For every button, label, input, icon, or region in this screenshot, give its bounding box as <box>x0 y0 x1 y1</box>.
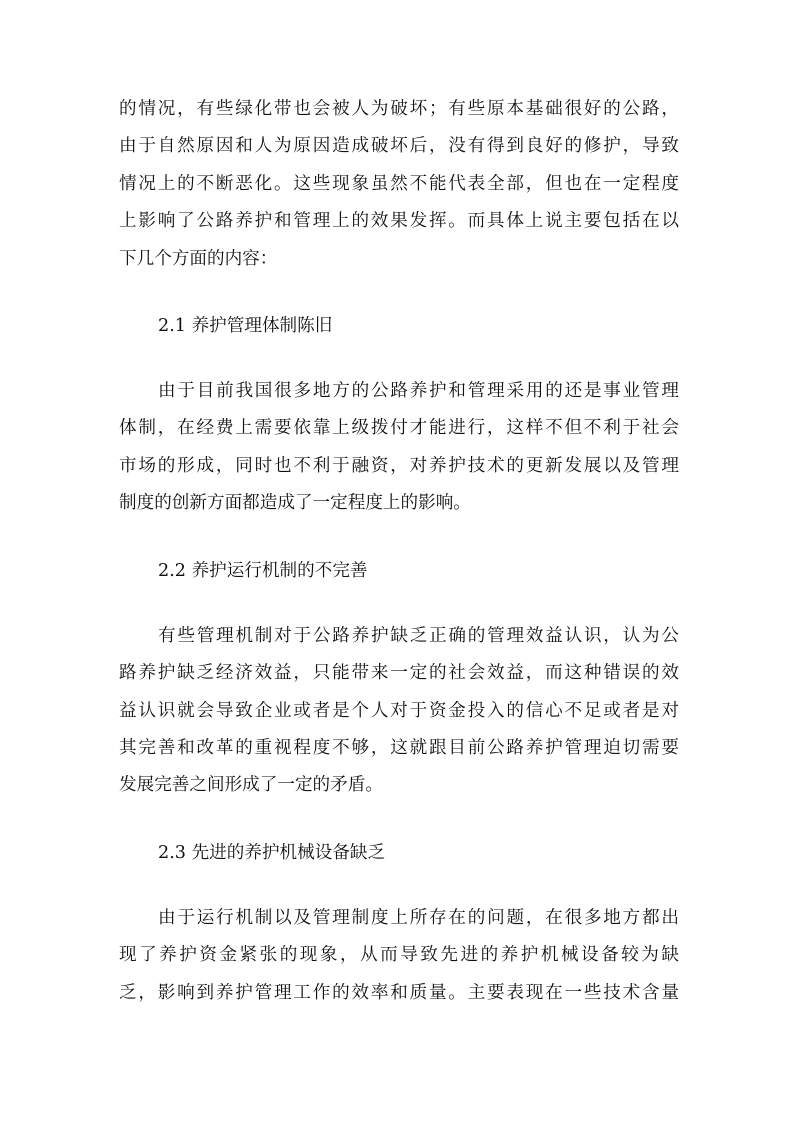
paragraph-line: 益认识就会导致企业或者是个人对于资金投入的信心不足或者是对 <box>119 701 679 721</box>
paragraph-line: 有些管理机制对于公路养护缺乏正确的管理效益认识，认为公 <box>158 626 679 646</box>
paragraph-line: 由于自然原因和人为原因造成破坏后，没有得到良好的修护，导致 <box>119 136 679 156</box>
paragraph-line: 体制，在经费上需要依靠上级拨付才能进行，这样不但不利于社会 <box>119 418 679 438</box>
paragraph-line: 市场的形成，同时也不利于融资，对养护技术的更新发展以及管理 <box>119 456 679 476</box>
paragraph-line: 现了养护资金紧张的现象，从而导致先进的养护机械设备较为缺 <box>119 945 679 965</box>
paragraph-line: 发展完善之间形成了一定的矛盾。 <box>119 775 383 795</box>
paragraph-line: 上影响了公路养护和管理上的效果发挥。而具体上说主要包括在以 <box>119 211 679 231</box>
section-heading-2-3: 2.3 先进的养护机械设备缺乏 <box>158 843 386 863</box>
paragraph-line: 由于运行机制以及管理制度上所存在的问题，在很多地方都出 <box>158 908 679 928</box>
section-heading-2-1: 2.1 养护管理体制陈旧 <box>158 316 333 336</box>
paragraph-line: 的情况，有些绿化带也会被人为破坏；有些原本基础很好的公路， <box>119 99 679 119</box>
paragraph-line: 制度的创新方面都造成了一定程度上的影响。 <box>119 493 471 513</box>
paragraph-line: 下几个方面的内容： <box>119 249 278 269</box>
paragraph-line: 乏，影响到养护管理工作的效率和质量。主要表现在一些技术含量 <box>119 983 679 1003</box>
paragraph-line: 其完善和改革的重视程度不够，这就跟目前公路养护管理迫切需要 <box>119 738 679 758</box>
paragraph-line: 路养护缺乏经济效益，只能带来一定的社会效益，而这种错误的效 <box>119 663 679 683</box>
section-heading-2-2: 2.2 养护运行机制的不完善 <box>158 561 368 581</box>
paragraph-line: 情况上的不断恶化。这些现象虽然不能代表全部，但也在一定程度 <box>119 174 679 194</box>
paragraph-line: 由于目前我国很多地方的公路养护和管理采用的还是事业管理 <box>158 381 679 401</box>
